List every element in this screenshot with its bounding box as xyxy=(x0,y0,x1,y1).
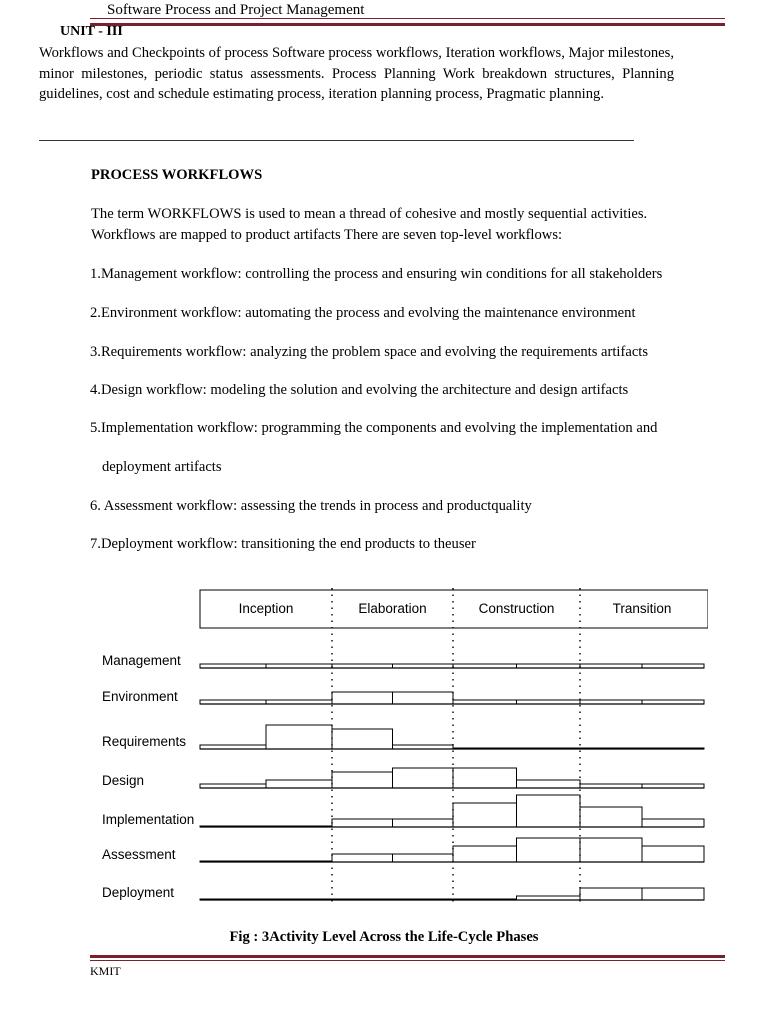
phase-label: Transition xyxy=(612,601,672,616)
footer-rule-thin xyxy=(90,960,725,961)
activity-bar xyxy=(642,888,704,900)
activity-bar xyxy=(517,838,581,862)
activity-bar xyxy=(580,838,642,862)
footer-rule xyxy=(90,955,725,958)
activity-bar xyxy=(266,780,332,788)
activity-bar xyxy=(393,854,454,862)
intro-paragraph: The term WORKFLOWS is used to mean a thread of cohesive and mostly sequential activities. Workflows are mapped to product artifacts There are seven top-level workflows: xyxy=(91,206,648,243)
section-title: PROCESS WORKFLOWS xyxy=(91,167,263,183)
activity-bar xyxy=(200,861,266,862)
activity-bar xyxy=(453,768,517,788)
activity-level-figure xyxy=(96,582,708,912)
unit-heading: UNIT - III xyxy=(60,24,123,39)
activity-bar xyxy=(332,692,393,704)
activity-bar xyxy=(332,772,393,788)
activity-bar xyxy=(642,819,704,827)
activity-bar xyxy=(332,819,393,827)
workflow-item: 5.Implementation workflow: programming the components and evolving the implementation and xyxy=(90,420,658,436)
workflow-label: Management xyxy=(102,653,181,668)
activity-bar xyxy=(453,899,517,900)
activity-bar xyxy=(580,807,642,827)
workflow-item: 3.Requirements workflow: analyzing the problem space and evolving the requirements artifacts xyxy=(90,344,649,360)
header-rule-thin xyxy=(90,18,725,19)
workflow-label: Implementation xyxy=(102,812,195,827)
activity-bar xyxy=(642,748,704,749)
workflow-item: 1.Management workflow: controlling the process and ensuring win conditions for all stakeholders xyxy=(90,266,663,282)
workflow-label: Assessment xyxy=(102,847,176,862)
phase-label: Construction xyxy=(478,601,555,616)
activity-bar xyxy=(266,861,332,862)
header-rule xyxy=(90,23,725,26)
activity-bar xyxy=(200,899,266,900)
workflow-label: Environment xyxy=(102,689,178,704)
activity-bar xyxy=(642,846,704,862)
syllabus-text: Workflows and Checkpoints of process Software process workflows, Iteration workflows, Major milestones, minor milestones, periodic status assessments. Process Planning Work breakdown structures, Planning guidelines, cost and schedule estimating process, iteration planning process, Pragmatic planning. xyxy=(39,45,674,102)
workflow-label: Requirements xyxy=(102,734,187,749)
phase-label: Elaboration xyxy=(358,601,427,616)
activity-bar xyxy=(393,819,454,827)
phase-label: Inception xyxy=(238,601,294,616)
activity-bar xyxy=(517,780,581,788)
workflow-label: Deployment xyxy=(102,885,175,900)
activity-bar xyxy=(580,748,642,749)
footer-text: KMIT xyxy=(90,964,121,978)
workflow-item: 6. Assessment workflow: assessing the trends in process and productquality xyxy=(90,498,532,514)
activity-bar xyxy=(453,748,517,749)
activity-bar xyxy=(517,795,581,827)
workflow-item: 2.Environment workflow: automating the process and evolving the maintenance environment xyxy=(90,305,636,321)
activity-bar xyxy=(453,846,517,862)
running-header: Software Process and Project Management xyxy=(107,2,365,18)
activity-bar xyxy=(200,826,266,827)
activity-bar xyxy=(332,729,393,749)
activity-bar xyxy=(266,899,332,900)
activity-bar xyxy=(580,888,642,900)
activity-bar xyxy=(332,854,393,862)
figure-caption: Fig : 3Activity Level Across the Life-Cycle Phases xyxy=(229,929,539,945)
workflow-item: 7.Deployment workflow: transitioning the end products to theuser xyxy=(90,536,476,552)
activity-bar xyxy=(266,725,332,749)
workflow-label: Design xyxy=(102,773,145,788)
activity-bar xyxy=(393,768,454,788)
activity-bar xyxy=(332,899,393,900)
workflow-item: deployment artifacts xyxy=(102,459,222,475)
workflow-item: 4.Design workflow: modeling the solution and evolving the architecture and design artifacts xyxy=(90,382,629,398)
activity-bar xyxy=(393,899,454,900)
separator-line xyxy=(39,140,634,141)
activity-bar xyxy=(266,826,332,827)
activity-bar xyxy=(517,748,581,749)
activity-bar xyxy=(453,803,517,827)
activity-bar xyxy=(393,692,454,704)
